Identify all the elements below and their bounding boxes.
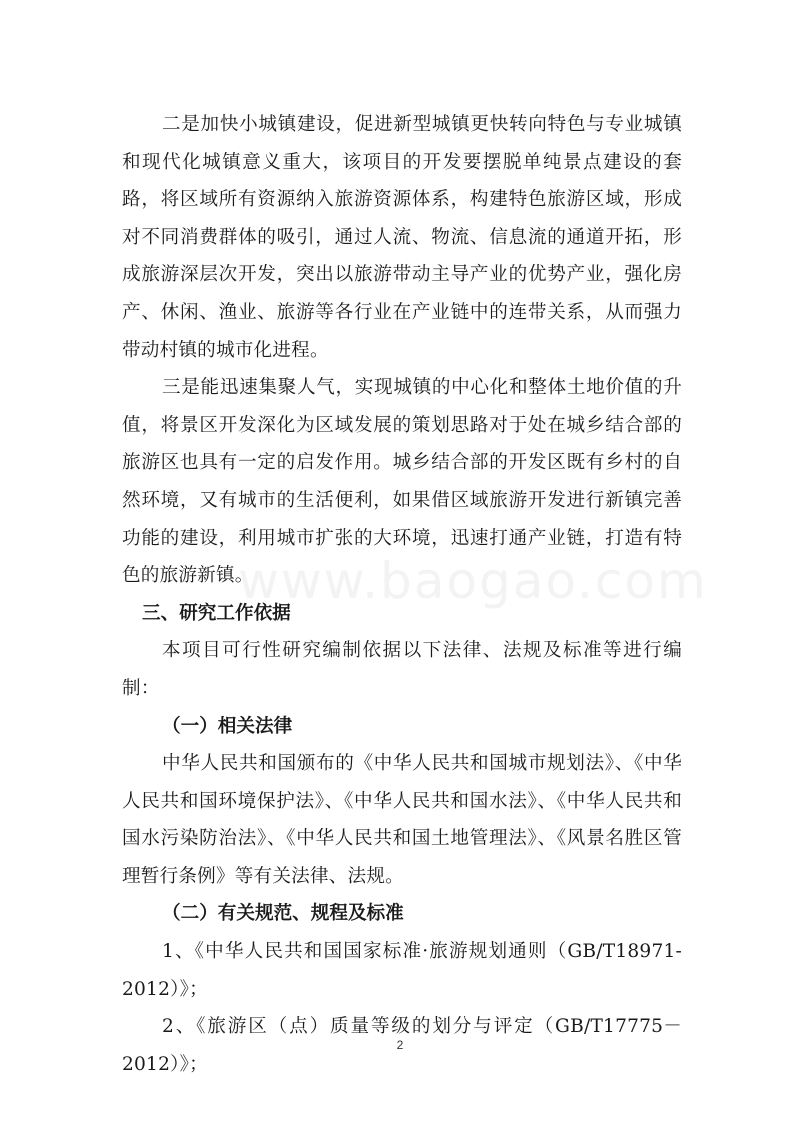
section-heading-research-basis: 三、研究工作依据 [142,602,291,624]
paragraph-basis-intro: 本项目可行性研究编制依据以下法律、法规及标准等进行编制： [122,640,682,699]
paragraph-laws-list: 中华人民共和国颁布的《中华人民共和国城市规划法》、《中华人民共和国环境保护法》、《中华人民共和国水法》、《中华人民共和国水污染防治法》、《中华人民共和国土地管理法》、《风景名胜区管理暂行条例》等有关法律、法规。 [122,753,682,887]
page-number: 2 [396,1038,404,1052]
document-body [122,106,682,1083]
list-item-standard-1: 1、《中华人民共和国国家标准·旅游规划通则（GB/T18971-2012）》； [122,941,682,1000]
paragraph-small-town-construction: 二是加快小城镇建设，促进新型城镇更快转向特色与专业城镇和现代化城镇意义重大，该项目的开发要摆脱单纯景点建设的套路，将区域所有资源纳入旅游资源体系，构建特色旅游区域，形成对不同消费群体的吸引，通过人流、物流、信息流的通道开拓，形成旅游深层次开发，突出以旅游带动主导产业的优势产业，强化房产、休闲、渔业、旅游等各行业在产业链中的连带关系，从而强力带动村镇的城市化进程。 [122,114,682,361]
subheading-standards: （二）有关规范、规程及标准 [162,903,404,925]
list-item-standard-2: 2、《旅游区（点）质量等级的划分与评定（GB/T17775－2012）》； [122,1016,682,1075]
subheading-related-laws: （一）相关法律 [162,715,293,737]
watermark: www.baogao.com [238,552,708,610]
paragraph-gather-popularity: 三是能迅速集聚人气，实现城镇的中心化和整体土地价值的升值，将景区开发深化为区域发展的策划思路对于处在城乡结合部的旅游区也具有一定的启发作用。城乡结合部的开发区既有乡村的自然环境，又有城市的生活便利，如果借区域旅游开发进行新镇完善功能的建设，利用城市扩张的大环境，迅速打通产业链，打造有特色的旅游新镇。 [122,377,682,587]
